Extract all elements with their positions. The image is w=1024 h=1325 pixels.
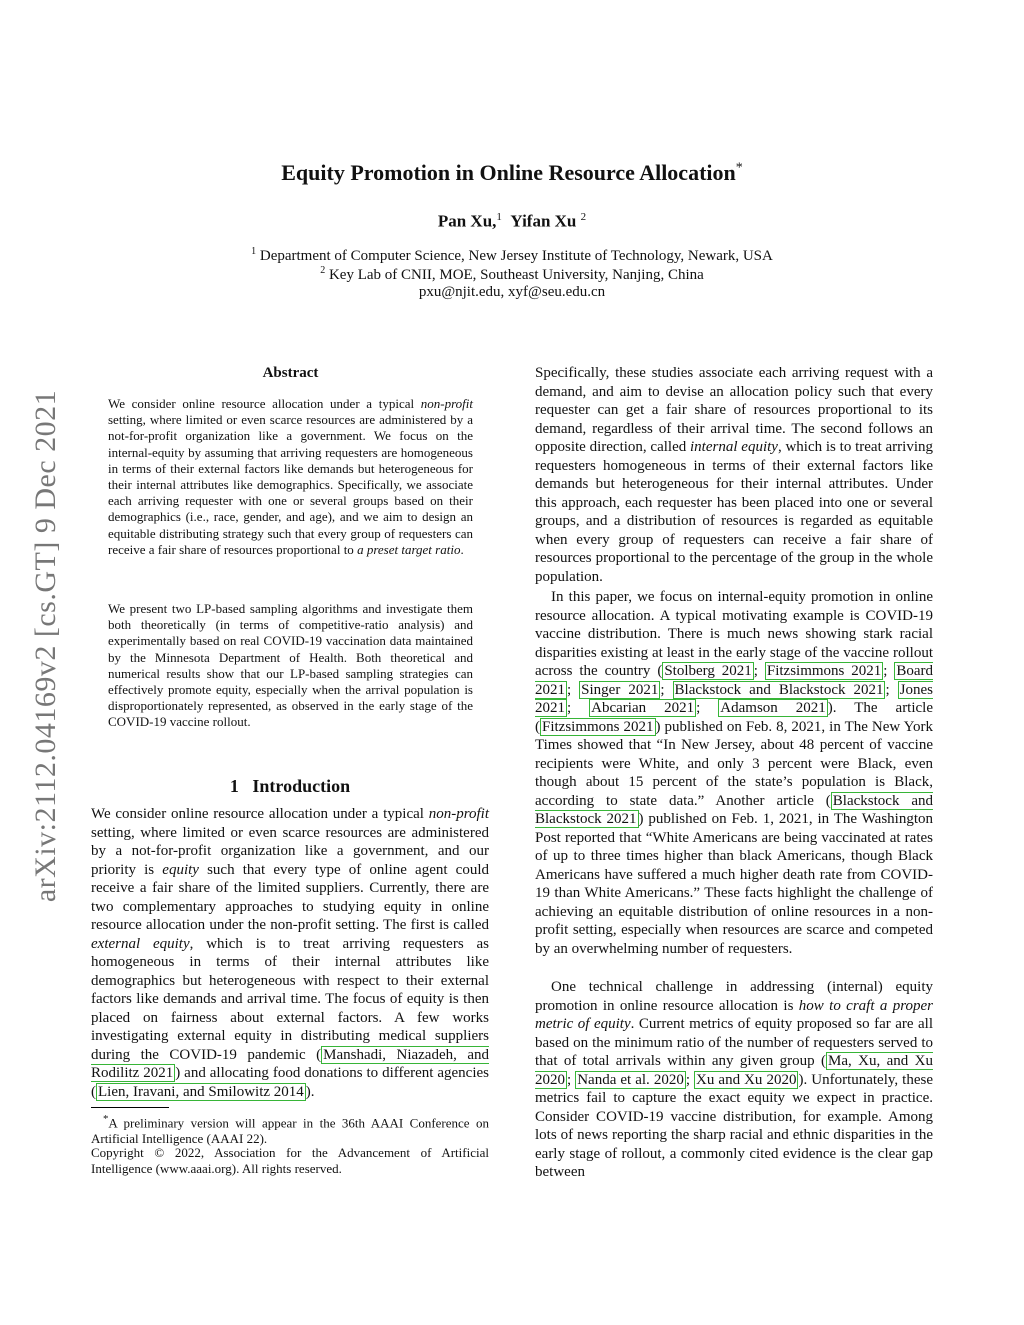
paper-title: Equity Promotion in Online Resource Allocation* (281, 160, 743, 185)
author-affil-mark: 2 (580, 211, 587, 223)
abstract-heading: Abstract (262, 365, 319, 381)
section-heading (91, 776, 489, 797)
author-emails: pxu@njit.edu, xyf@seu.edu.cn (418, 284, 606, 300)
citation-link[interactable]: Blackstock and Blackstock 2021 (674, 681, 884, 698)
citation-link[interactable]: Fitzsimmons 2021 (766, 663, 882, 679)
author-affil-mark: 1 (496, 211, 502, 223)
citation-link[interactable]: Xu and Xu 2020 (696, 1071, 797, 1088)
affiliation-1: $^1$ Department of Computer Science, New Jersey Institute of Technology, Newark, USA (251, 246, 773, 264)
section-number: 1 (229, 776, 239, 796)
citation-link[interactable]: Blackstock and Blackstock 2021 (535, 792, 933, 827)
citation-link[interactable]: Ma, Xu, and Xu 2020 (535, 1053, 933, 1088)
citation-link[interactable]: Board 2021 (535, 663, 934, 698)
citation-link[interactable]: Adamson 2021 (720, 700, 826, 716)
abstract-paragraph-2: We present two LP-based sampling algorithms and investigate them both theoretically (in terms of competitive-ratio analysis) and experimentally based on real COVID-19 vaccination data maintained by the Minnesota Department of Health. Both theoretical and numerical results show that our LP-based sampling strategies can effectively promote equity, especially when the arrival population is disproportionately represented, as observed in the early stage of the COVID-19 vaccine rollout. (108, 601, 473, 730)
citation-link[interactable]: Jones 2021 (535, 681, 933, 716)
copyright-notice: Copyright © 2022, Association for the Advancement of Artificial Intelligence (www.aaai.org). All rights reserved. (91, 1145, 489, 1176)
citation-link[interactable]: Singer 2021 (581, 681, 659, 698)
right-paragraph-1: Specifically, these studies associate each arriving request with a demand, and aim to devise an allocation policy such that every requester can get a fair share of resources proportional to its demand, regardless of their arrival time. The second follows an opposite direction, called internal equity, which is to treat arriving requesters homogeneous in terms of their external factors like demands but heterogeneous for their internal attributes. Under this approach, each requester has been placed into one or several groups, and a distribution of resources is regarded as equitable when every group of requesters can receive a fair share of resources proportional to the percentage of the group in the whole population. (535, 365, 933, 585)
citation-link[interactable]: Manshadi, Niazadeh, and Rodilitz 2021 (91, 1046, 489, 1081)
right-paragraph-2: In this paper, we focus on internal-equity promotion in online resource allocation. A typical motivating example is COVID-19 vaccine distribution. There is much news showing stark racial disparities existing at least in the early stage of the vaccine rollout across the country ( Stolberg 2021 ; Fitzsimmons 2021 ; Board 2021 ; Singer 2021 ; Blackstock and Blackstock 2021 ; Jones 2021 ; Abcarian 2021 ; Adamson 2021 ). The article ( Fitzsimmons 2021 ) published on Feb. 8, 2021, in The New York Times showed that “In New Jersey, about 48 percent of vaccine recipients were White, and only 3 percent were Black, even though about 15 percent of the state’s population is Black, according to state data.” Another article ( Blackstock and Blackstock 2021 ) published on Feb. 1, 2021, in The Washington Post reported that “White Americans are being vaccinated at rates of up to three times higher than black Americans, though Black Americans have suffered a much higher death rate from COVID-19 than White Americans.” These facts highlight the challenge of achieving an equitable distribution of online resources in a non-profit setting, especially when resources are scarce and competed by an overwhelming number of requesters. (535, 589, 934, 957)
footnote-preliminary: *A preliminary version will appear in the 36th AAAI Conference on Artificial Intelligence (AAAI 22). (91, 1113, 489, 1146)
citation-link[interactable]: Lien, Iravani, and Smilowitz 2014 (98, 1083, 304, 1100)
right-paragraph-3: One technical challenge in addressing (internal) equity promotion in online resource allocation is how to craft a proper metric of equity. Current metrics of equity proposed so far are all based on the minimum ratio of the number of requesters served to that of total arrivals within any given group ( Ma, Xu, and Xu 2020 ; Nanda et al. 2020 ; Xu and Xu 2020 ). Unfortunately, these metrics fail to capture the exact equity we expect in practice. Consider COVID-19 vaccine distribution, for example. Among lots of news reporting the sharp racial and ethnic disparities in the early stage of rollout, a commonly cited evidence is the clear gap between (535, 979, 934, 1180)
intro-paragraph-1: We consider online resource allocation under a typical non-profit setting, where limited or even scarce resources are administered by a not-for-profit organization like a government, and our priority is equity such that every type of online agent could receive a fair share of the limited suppliers. Currently, there are two complementary approaches to studying equity in online resource allocation under the non-profit setting. The first is called external equity, which is to treat arriving requesters as homogeneous in terms of their internal attributes like demographics but heterogeneous with respect to their external factors like demands and arrival time. The focus of equity is then placed on fairness about external factors. A few works investigating external equity in distributing medical suppliers during the COVID-19 pandemic ( Manshadi, Niazadeh, and Rodilitz 2021 ) and allocating food donations to different agencies ( Lien, Iravani, and Smilowitz 2014 ). (91, 806, 490, 1100)
author-name: Pan Xu, (437, 211, 497, 231)
title-footnote-mark: * (735, 160, 743, 176)
author-line (0, 211, 1024, 232)
author-name: Yifan Xu (510, 211, 577, 231)
abstract-paragraph-1: We consider online resource allocation under a typical non-profit setting, where limited or even scarce resources are administered by a not-for-profit organization like a government. We focus on the internal-equity by assuming that arriving requesters are homogeneous in terms of their external factors like demands but heterogeneous for their internal attributes like demographics. Specifically, we associate each arriving requester with one or several groups based on their demographics (i.e., race, gender, and age), and we aim to design an equitable distributing strategy such that every group of requesters can receive a fair share of resources proportional to a preset target ratio. (108, 396, 473, 557)
affiliation-2: $^2$ Key Lab of CNII, MOE, Southeast University, Nanjing, China (320, 265, 704, 283)
footnote-rule (91, 1107, 169, 1108)
section-title: Introduction (252, 776, 351, 796)
citation-link[interactable]: Nanda et al. 2020 (577, 1071, 684, 1088)
citation-link[interactable]: Fitzsimmons 2021 (542, 718, 654, 735)
citation-link[interactable]: Abcarian 2021 (591, 700, 695, 716)
citation-link[interactable]: Stolberg 2021 (664, 663, 752, 679)
